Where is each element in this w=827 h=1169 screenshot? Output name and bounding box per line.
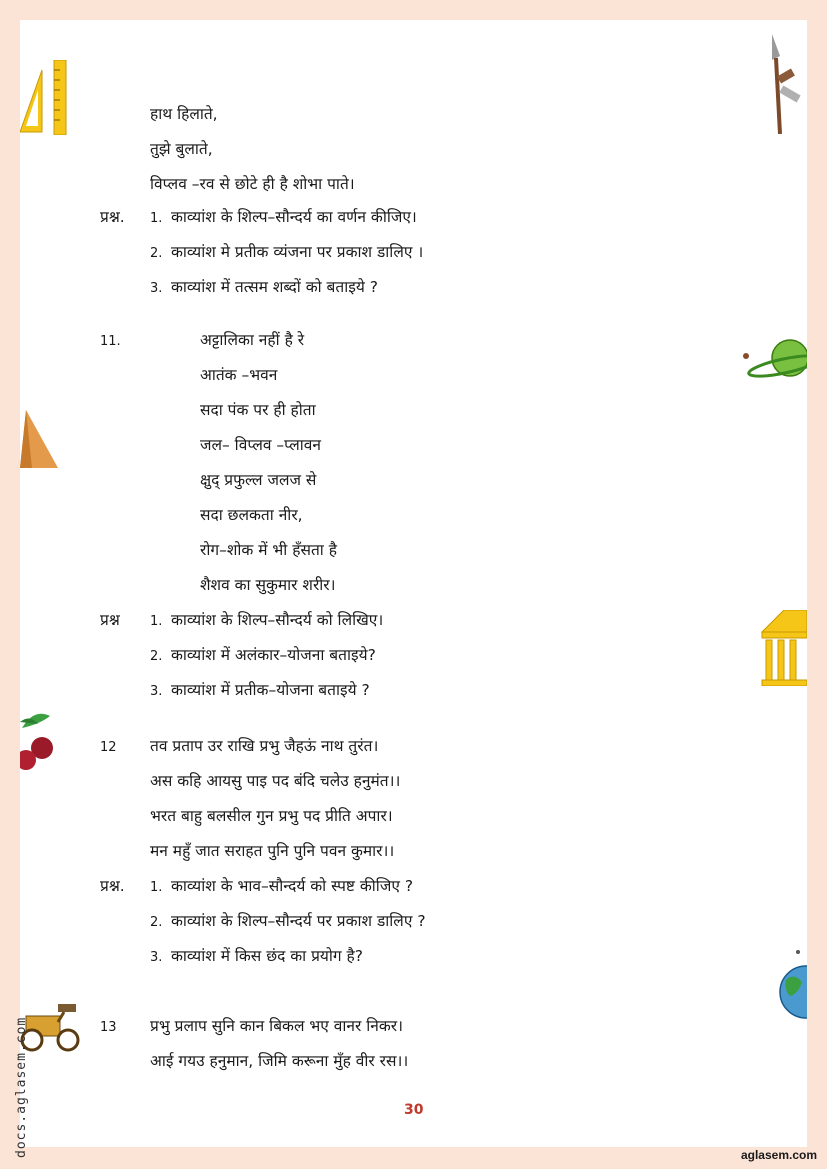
poem-line: हाथ हिलाते, bbox=[150, 105, 218, 123]
document-page bbox=[20, 20, 807, 1147]
question-number: 3. bbox=[150, 281, 163, 296]
poem-line: सदा छलकता नीर, bbox=[200, 506, 303, 524]
question-label: प्रश्न bbox=[100, 611, 120, 629]
question-number: 2. bbox=[150, 915, 163, 930]
globe-icon bbox=[776, 950, 807, 1020]
poem-line: आई गयउ हनुमान, जिमि करूना मुँह वीर रस।। bbox=[150, 1052, 409, 1070]
section-number: 13 bbox=[100, 1020, 117, 1035]
question-text: काव्यांश के शिल्प–सौन्दर्य का वर्णन कीजिए। bbox=[171, 208, 417, 226]
question-text: काव्यांश के भाव–सौन्दर्य को स्पष्ट कीजिए ? bbox=[171, 877, 414, 895]
site-link[interactable]: aglasem.com bbox=[740, 1148, 817, 1162]
poem-line: सदा पंक पर ही होता bbox=[200, 401, 316, 419]
poem-line: तव प्रताप उर राखि प्रभु जैहऊं नाथ तुरंत। bbox=[150, 737, 379, 755]
poem-line: मन महुँ जात सराहत पुनि पुनि पवन कुमार।। bbox=[150, 842, 395, 860]
question-label: प्रश्न. bbox=[100, 208, 125, 226]
question-number: 2. bbox=[150, 649, 163, 664]
watermark-text: docs.aglasem.com bbox=[14, 1016, 29, 1158]
question-number: 1. bbox=[150, 211, 163, 226]
poem-line: जल– विप्लव –प्लावन bbox=[200, 436, 321, 454]
question-text: काव्यांश मे प्रतीक व्यंजना पर प्रकाश डालिए । bbox=[171, 243, 424, 261]
pyramid-icon bbox=[20, 410, 58, 470]
planet-icon bbox=[740, 336, 807, 386]
poem-line: रोग–शोक में भी हँसता है bbox=[200, 541, 337, 559]
question-text: काव्यांश में किस छंद का प्रयोग है? bbox=[171, 947, 364, 965]
question-text: काव्यांश में प्रतीक–योजना बताइये ? bbox=[171, 681, 370, 699]
poem-line: तुझे बुलाते, bbox=[150, 140, 213, 158]
question-text: काव्यांश में तत्सम शब्दों को बताइये ? bbox=[171, 278, 379, 296]
poem-line: शैशव का सुकुमार शरीर। bbox=[200, 576, 336, 594]
poem-line: प्रभु प्रलाप सुनि कान बिकल भए वानर निकर। bbox=[150, 1017, 404, 1035]
poem-line: अट्टालिका नहीं है रे bbox=[200, 331, 305, 349]
question-label: प्रश्न. bbox=[100, 877, 125, 895]
poem-line: भरत बाहु बलसील गुन प्रभु पद प्रीति अपार। bbox=[150, 807, 393, 825]
spear-icon bbox=[766, 34, 806, 134]
question-text: काव्यांश में अलंकार–योजना बताइये? bbox=[171, 646, 376, 664]
column-temple-icon bbox=[760, 610, 807, 686]
section-number: 11. bbox=[100, 334, 121, 349]
section-number: 12 bbox=[100, 740, 117, 755]
page-number: 30 bbox=[404, 1102, 424, 1118]
question-text: काव्यांश के शिल्प–सौन्दर्य पर प्रकाश डालिए ? bbox=[171, 912, 426, 930]
question-number: 1. bbox=[150, 880, 163, 895]
poem-line: विप्लव –रव से छोटे ही है शोभा पाते। bbox=[150, 175, 355, 193]
cherries-icon bbox=[20, 708, 58, 776]
question-number: 1. bbox=[150, 614, 163, 629]
question-number: 3. bbox=[150, 684, 163, 699]
poem-line: अस कहि आयसु पाइ पद बंदि चलेउ हनुमंत।। bbox=[150, 772, 401, 790]
poem-line: आतंक –भवन bbox=[200, 366, 278, 384]
question-number: 2. bbox=[150, 246, 163, 261]
question-number: 3. bbox=[150, 950, 163, 965]
ruler-triangle-icon bbox=[20, 60, 68, 135]
poem-line: क्षुद् प्रफुल्ल जलज से bbox=[200, 471, 317, 489]
question-text: काव्यांश के शिल्प–सौन्दर्य को लिखिए। bbox=[171, 611, 384, 629]
